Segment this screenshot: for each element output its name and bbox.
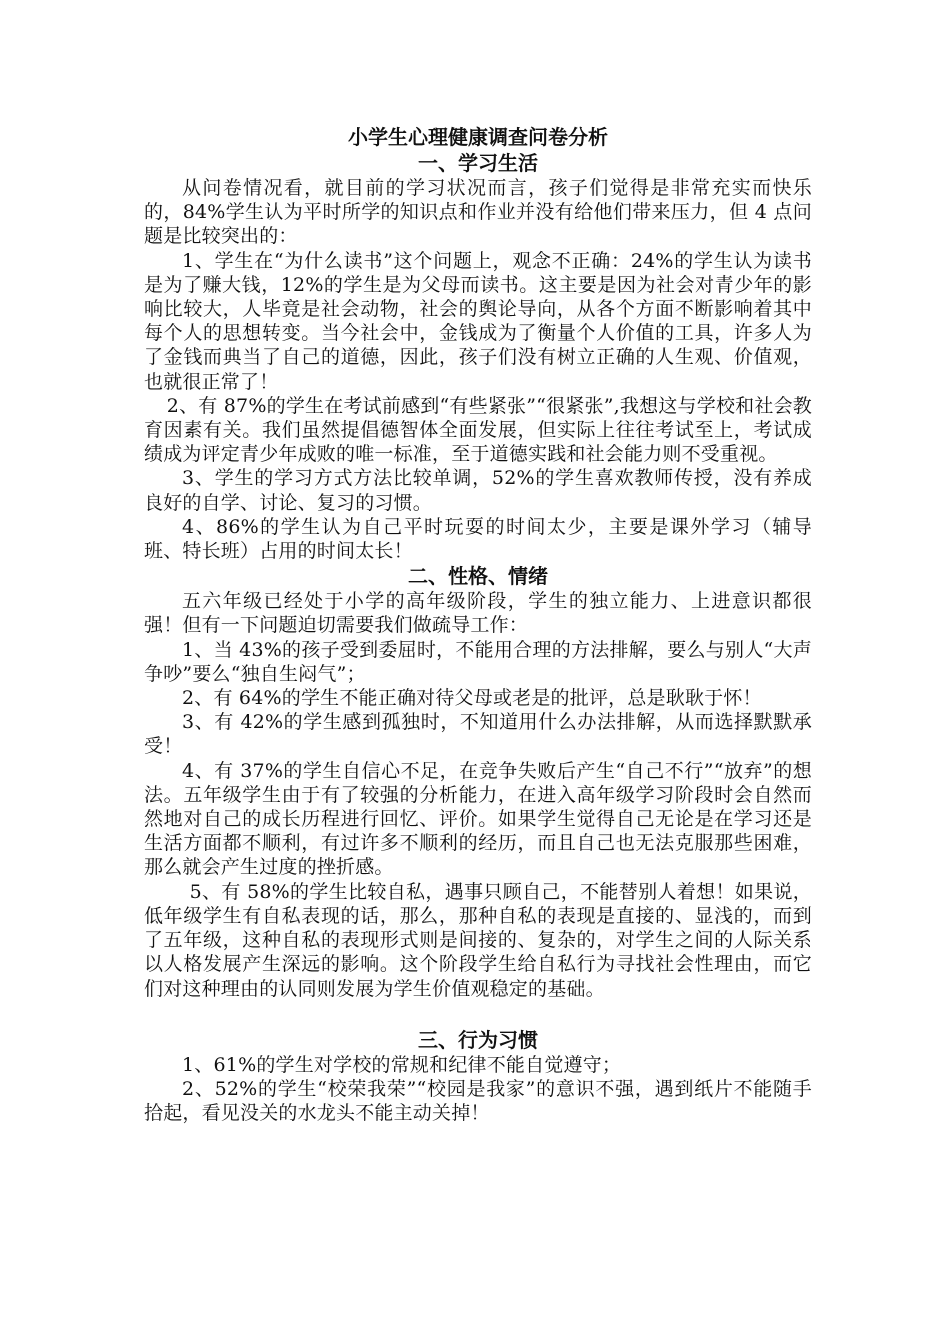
paragraph: 4、有 37%的学生自信心不足，在竞争失败后产生“自己不行”“放弃”的想法。五年级学生由于有了较强的分析能力，在进入高年级学习阶段时会自然而然地对自己的成长历程进行回忆、评价。如果学生觉得自己无论是在学习还是生活方面都不顺利，有过许多不顺利的经历，而且自己也无法克服那些困难，那么就会产生过度的挫折感。 [144, 759, 812, 879]
document-title: 小学生心理健康调查问卷分析 [348, 125, 608, 149]
section-heading-personality-emotion: 二、性格、情绪 [408, 564, 548, 589]
paragraph: 2、有 87%的学生在考试前感到“有些紧张”“很紧张”,我想这与学校和社会教育因素有关。我们虽然提倡德智体全面发展，但实际上往往考试至上，考试成绩成为评定青少年成败的唯一标准，至于道德实践和社会能力则不受重视。 [144, 394, 812, 466]
paragraph: 4、86%的学生认为自己平时玩耍的时间太少，主要是课外学习（辅导班、特长班）占用的时间太长！ [144, 515, 812, 563]
paragraph: 5、有 58%的学生比较自私，遇事只顾自己，不能替别人着想！如果说，低年级学生有自私表现的话，那么，那种自私的表现是直接的、显浅的，而到了五年级，这种自私的表现形式则是间接的、复杂的，对学生之间的人际关系以人格发展产生深远的影响。这个阶段学生给自私行为寻找社会性理由，而它们对这种理由的认同则发展为学生价值观稳定的基础。 [144, 880, 812, 1000]
section-heading-behavior-habits: 三、行为习惯 [418, 1027, 538, 1052]
paragraph: 1、61%的学生对学校的常规和纪律不能自觉遵守； [182, 1053, 622, 1076]
paragraph: 1、当 43%的孩子受到委屈时，不能用合理的方法排解，要么与别人“大声争吵”要么“独自生闷气”； [144, 638, 812, 685]
paragraph: 3、学生的学习方式方法比较单调，52%的学生喜欢教师传授，没有养成良好的自学、讨论、复习的习惯。 [144, 467, 812, 514]
paragraph: 3、有 42%的学生感到孤独时，不知道用什么办法排解，从而选择默默承受！ [144, 711, 812, 758]
paragraph: 2、52%的学生“校荣我荣”“校园是我家”的意识不强，遇到纸片不能随手拾起，看见没关的水龙头不能主动关掉！ [144, 1077, 812, 1125]
document-page [144, 124, 812, 1125]
paragraph: 2、有 64%的学生不能正确对待父母或老是的批评，总是耿耿于怀！ [182, 687, 762, 710]
paragraph: 五六年级已经处于小学的高年级阶段，学生的独立能力、上进意识都很强！但有一下问题迫切需要我们做疏导工作： [144, 590, 812, 637]
paragraph: 1、学生在“为什么读书”这个问题上，观念不正确：24%的学生认为读书是为了赚大钱，12%的学生是为父母而读书。这主要是因为社会对青少年的影响比较大，人毕竟是社会动物，社会的舆论导向，从各个方面不断影响着其中每个人的思想转变。当今社会中，金钱成为了衡量个人价值的工具，许多人为了金钱而典当了自己的道德，因此，孩子们没有树立正确的人生观、价值观，也就很正常了！ [144, 249, 812, 393]
paragraph: 从问卷情况看，就目前的学习状况而言，孩子们觉得是非常充实而快乐的，84%学生认为平时所学的知识点和作业并没有给他们带来压力，但 4 点问题是比较突出的： [144, 177, 812, 248]
section-heading-study-life: 一、学习生活 [418, 151, 538, 175]
